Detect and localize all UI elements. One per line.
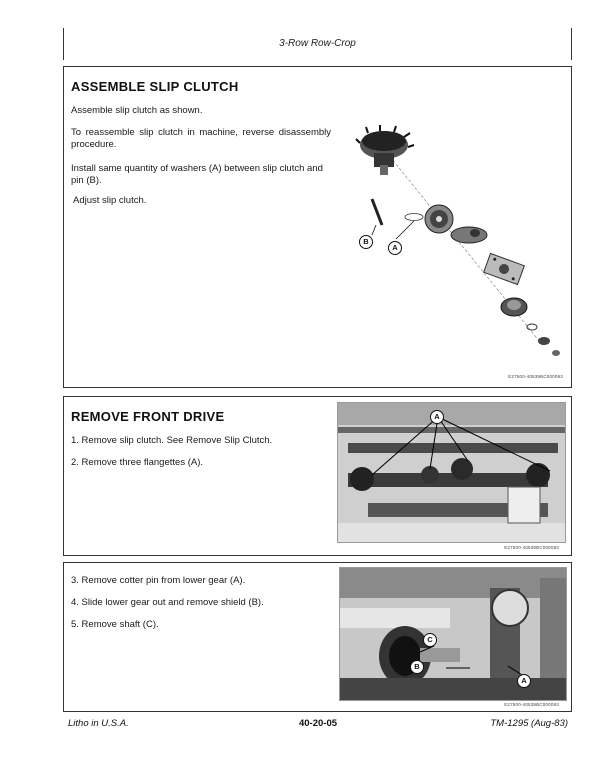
- step-text: 3. Remove cotter pin from lower gear (A).: [71, 575, 246, 586]
- callout-c: C: [423, 633, 437, 647]
- figure-code: E27500-40539BC000083: [508, 374, 563, 379]
- step-text: To reassemble slip clutch in machine, reverse disassembly procedure.: [71, 127, 331, 150]
- callout-a: A: [517, 674, 531, 688]
- front-drive-photo: [337, 402, 566, 543]
- figure-code: E27500-40539BC000083: [504, 545, 559, 550]
- section-remove-shaft: [63, 562, 572, 712]
- step-text: 4. Slide lower gear out and remove shield (B).: [71, 597, 264, 608]
- step-text: 1. Remove slip clutch. See Remove Slip Clutch.: [71, 435, 273, 446]
- step-text: 5. Remove shaft (C).: [71, 619, 159, 630]
- lower-gear-photo: [339, 567, 567, 701]
- step-text: 2. Remove three flangettes (A).: [71, 457, 204, 468]
- step-text: Assemble slip clutch as shown.: [71, 105, 203, 116]
- section-title: ASSEMBLE SLIP CLUTCH: [71, 79, 239, 94]
- section-remove-front-drive: [63, 396, 572, 556]
- figure-code: E27500-40539BC000083: [504, 702, 559, 707]
- page-header: [63, 28, 572, 60]
- section-assemble-slip-clutch: [63, 66, 572, 388]
- exploded-view-illustration: [344, 107, 564, 357]
- footer-litho: Litho in U.S.A.: [68, 718, 129, 729]
- section-title: REMOVE FRONT DRIVE: [71, 409, 225, 424]
- callout-b: B: [410, 660, 424, 674]
- running-head: 3-Row Row-Crop: [279, 38, 356, 49]
- step-text: Adjust slip clutch.: [73, 195, 147, 206]
- footer-manual-number: TM-1295 (Aug-83): [490, 718, 568, 729]
- callout-b: B: [359, 235, 373, 249]
- step-text: Install same quantity of washers (A) between slip clutch and pin (B).: [71, 163, 323, 186]
- callout-a: A: [430, 410, 444, 424]
- callout-a: A: [388, 241, 402, 255]
- footer-page-number: 40-20-05: [298, 718, 338, 729]
